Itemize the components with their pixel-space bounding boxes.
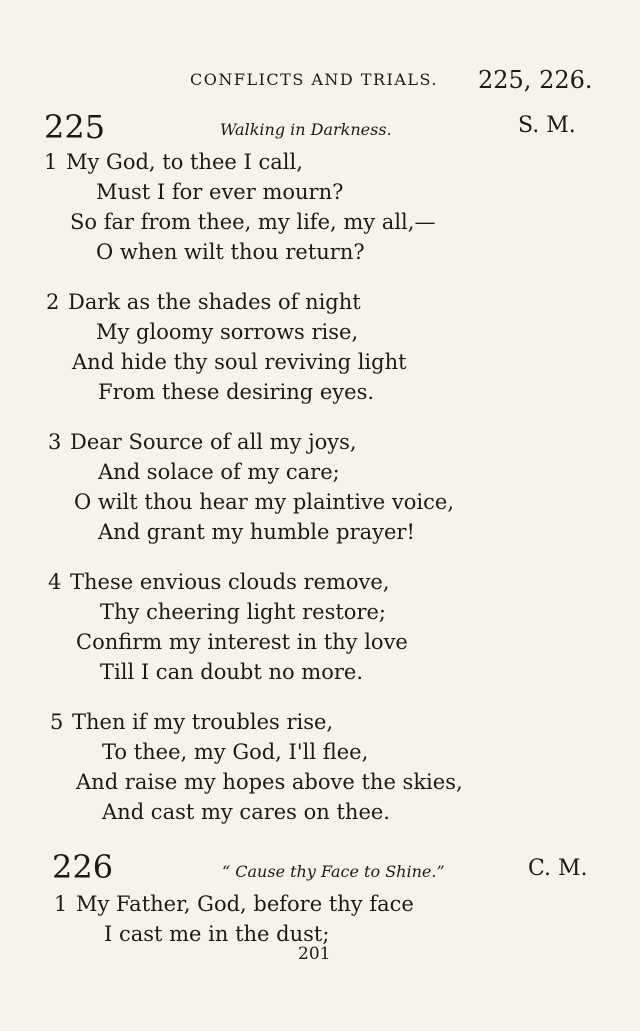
stanza-line: To thee, my God, I'll flee, <box>102 740 369 764</box>
stanza-line: From these desiring eyes. <box>98 380 375 404</box>
hymn-title: “ Cause thy Face to Shine.” <box>222 862 445 881</box>
stanza-line: 5 Then if my troubles rise, <box>50 710 334 734</box>
hymn-range: 225, 226. <box>478 66 593 94</box>
hymn-number: 225 <box>44 108 106 146</box>
stanza-line: And hide thy soul reviving light <box>72 350 407 374</box>
stanza-line: And cast my cares on thee. <box>102 800 390 824</box>
stanza-line: Must I for ever mourn? <box>96 180 344 204</box>
stanza-line: 4 These envious clouds remove, <box>48 570 390 594</box>
verse-number: 1 <box>44 150 58 174</box>
verse-number: 3 <box>48 430 62 454</box>
stanza-line: So far from thee, my life, my all,— <box>70 210 436 234</box>
stanza-line: O wilt thou hear my plaintive voice, <box>74 490 454 514</box>
stanza-line: Till I can doubt no more. <box>100 660 363 684</box>
stanza-line: And raise my hopes above the skies, <box>76 770 463 794</box>
stanza-line: 3 Dear Source of all my joys, <box>48 430 357 454</box>
stanza-line: 1 My Father, God, before thy face <box>54 892 414 916</box>
stanza-line: Thy cheering light restore; <box>100 600 386 624</box>
hymn-title: Walking in Darkness. <box>220 120 392 139</box>
hymn-meter: C. M. <box>528 856 588 881</box>
stanza-line: And solace of my care; <box>98 460 340 484</box>
hymn-number: 226 <box>52 848 114 886</box>
stanza-line: O when wilt thou return? <box>96 240 365 264</box>
page-number: 201 <box>298 944 331 964</box>
verse-number: 1 <box>54 892 68 916</box>
stanza-line: My gloomy sorrows rise, <box>96 320 359 344</box>
stanza-line: I cast me in the dust; <box>104 922 330 946</box>
stanza-line: 1 My God, to thee I call, <box>44 150 303 174</box>
stanza-line: And grant my humble prayer! <box>98 520 415 544</box>
stanza-line: Confirm my interest in thy love <box>76 630 408 654</box>
verse-number: 4 <box>48 570 62 594</box>
stanza-line: 2 Dark as the shades of night <box>46 290 361 314</box>
verse-number: 2 <box>46 290 60 314</box>
verse-number: 5 <box>50 710 64 734</box>
hymn-meter: S. M. <box>518 113 576 138</box>
running-head: CONFLICTS AND TRIALS. <box>190 70 439 89</box>
